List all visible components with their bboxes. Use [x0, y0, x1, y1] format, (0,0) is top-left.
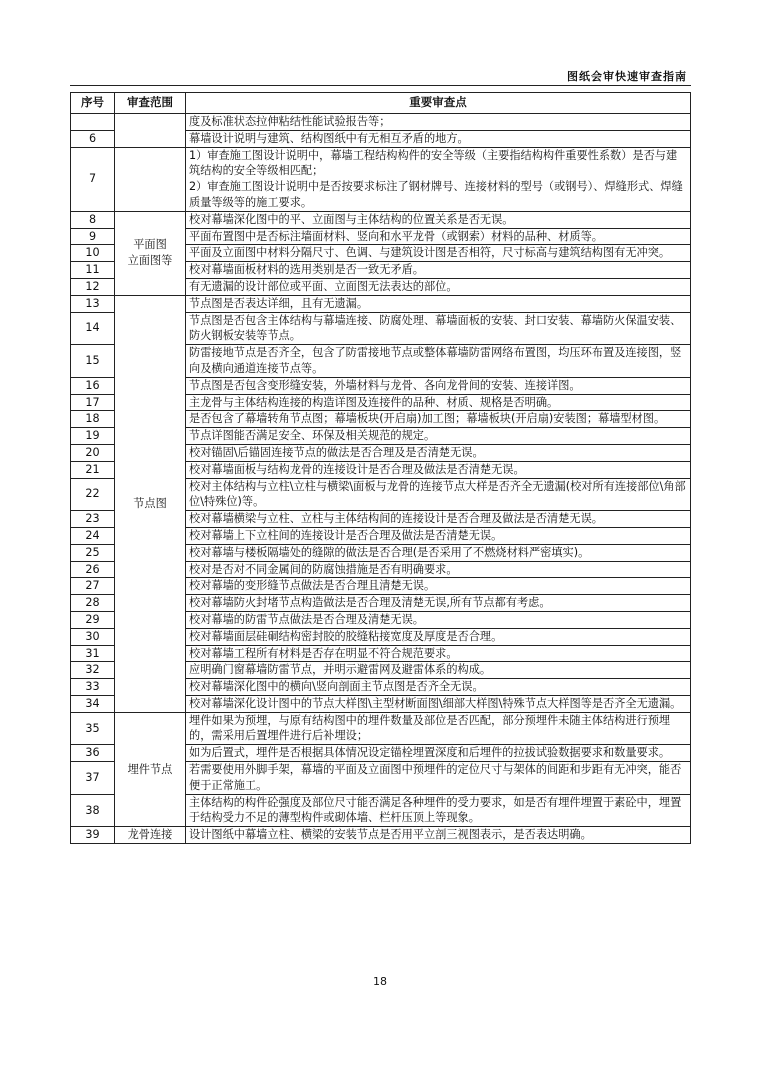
- row-number: 6: [71, 130, 115, 147]
- review-point: 校对锚固\后锚固连接节点的做法是否合理及是否清楚无误。: [186, 444, 691, 461]
- column-header-scope: 审查范围: [115, 93, 186, 114]
- row-number: 37: [71, 762, 115, 795]
- row-number: 27: [71, 578, 115, 595]
- scope-cell-plan-elevation: [115, 211, 186, 295]
- row-number: 17: [71, 394, 115, 411]
- row-number: 16: [71, 377, 115, 394]
- review-point: 校对幕墙防火封堵节点构造做法是否合理及清楚无误,所有节点都有考虑。: [186, 595, 691, 612]
- scope-cell-embedded-parts: [115, 712, 186, 827]
- table-row: [71, 114, 691, 131]
- review-point: 主龙骨与主体结构连接的构造详图及连接件的品种、材质、规格是否明确。: [186, 394, 691, 411]
- row-number: 24: [71, 527, 115, 544]
- row-number: 10: [71, 245, 115, 262]
- review-point: 校对幕墙面板与结构龙骨的连接设计是否合理及做法是否清楚无误。: [186, 461, 691, 478]
- review-point: 校对幕墙与楼板隔墙处的缝隙的做法是否合理(是否采用了不燃烧材料严密填实)。: [186, 544, 691, 561]
- review-point: 节点图是否包含变形缝安装，外墙材料与龙骨、各向龙骨间的安装、连接详图。: [186, 377, 691, 394]
- header-divider: [70, 85, 691, 86]
- page-number: 18: [373, 975, 387, 988]
- review-point: 幕墙设计说明与建筑、结构图纸中有无相互矛盾的地方。: [186, 130, 691, 147]
- row-number: 39: [71, 827, 115, 844]
- row-number: 30: [71, 628, 115, 645]
- review-point: 节点详图能否满足安全、环保及相关规范的规定。: [186, 428, 691, 445]
- row-number: 18: [71, 411, 115, 428]
- row-number: 20: [71, 444, 115, 461]
- review-point: 度及标准状态拉伸粘结性能试验报告等；: [186, 114, 691, 131]
- review-point: 校对幕墙工程所有材料是否存在明显不符合规范要求。: [186, 645, 691, 662]
- row-number: 13: [71, 295, 115, 312]
- row-number: 26: [71, 561, 115, 578]
- table-row: [71, 211, 691, 228]
- review-point: 防雷接地节点是否齐全，包含了防雷接地节点或整体幕墙防雷网络布置图，均压环布置及连接图，竖向及横向通道连接节点等。: [186, 345, 691, 378]
- review-points-table: [70, 92, 691, 844]
- row-number: [71, 114, 115, 131]
- row-number: 19: [71, 428, 115, 445]
- review-point: [186, 147, 691, 211]
- scope-label: 埋件节点: [127, 762, 173, 776]
- scope-cell-empty: [115, 114, 186, 148]
- row-number: 38: [71, 794, 115, 827]
- table-row: [71, 295, 691, 312]
- review-point: 应明确门窗幕墙防雷节点，并明示避雷网及避雷体系的构成。: [186, 662, 691, 679]
- review-point: 若需要使用外脚手架，幕墙的平面及立面图中预埋件的定位尺寸与架体的间距和步距有无冲突，能否便于正常施工。: [186, 762, 691, 795]
- review-point: 校对幕墙深化图中的平、立面图与主体结构的位置关系是否无误。: [186, 211, 691, 228]
- table-row: [71, 827, 691, 844]
- table-header-row: [71, 93, 691, 114]
- row-number: 36: [71, 745, 115, 762]
- review-point: 埋件如果为预埋，与原有结构图中的埋件数量及部位是否匹配，部分预埋件未随主体结构进行预埋的，需采用后置埋件进行后补埋设；: [186, 712, 691, 745]
- review-point: 校对幕墙面层硅硐结构密封胶的胶缝粘接宽度及厚度是否合理。: [186, 628, 691, 645]
- review-point: 如为后置式，埋件是否根据具体情况设定锚栓埋置深度和后埋件的拉拔试验数据要求和数量要求。: [186, 745, 691, 762]
- row-number: 31: [71, 645, 115, 662]
- row-number: 23: [71, 511, 115, 528]
- review-point: 校对幕墙深化设计图中的节点大样图\主型材断面图\细部大样图\特殊节点大样图等是否齐全无遗漏。: [186, 695, 691, 712]
- scope-label: 平面图 立面图等: [127, 238, 173, 268]
- document-header-title: 图纸会审快速审查指南: [567, 70, 687, 83]
- scope-label: 节点图: [133, 496, 167, 510]
- review-point: 校对幕墙的变形缝节点做法是否合理且清楚无误。: [186, 578, 691, 595]
- row-number: 21: [71, 461, 115, 478]
- row-number: 28: [71, 595, 115, 612]
- row-number: 14: [71, 312, 115, 345]
- row-number: 33: [71, 679, 115, 696]
- row-number: 9: [71, 228, 115, 245]
- review-point-part-1: 1）审查施工图设计说明中，幕墙工程结构构件的安全等级（主要指结构构件重要性系数）是否与建筑结构的安全等级相匹配；: [189, 148, 678, 178]
- review-point: 校对幕墙横梁与立柱、立柱与主体结构间的连接设计是否合理及做法是否清楚无误。: [186, 511, 691, 528]
- scope-cell-node-drawings: [115, 295, 186, 712]
- row-number: 34: [71, 695, 115, 712]
- row-number: 29: [71, 611, 115, 628]
- column-header-point: 重要审查点: [186, 93, 691, 114]
- scope-cell-empty: [115, 147, 186, 211]
- review-point: 校对是否对不同金属间的防腐蚀措施是否有明确要求。: [186, 561, 691, 578]
- review-point: 平面布置图中是否标注墙面材料、竖向和水平龙骨（或钢索）材料的品种、材质等。: [186, 228, 691, 245]
- row-number: 22: [71, 478, 115, 511]
- row-number: 25: [71, 544, 115, 561]
- row-number: 7: [71, 147, 115, 211]
- review-point: 是否包含了幕墙转角节点图；幕墙板块(开启扇)加工图；幕墙板块(开启扇)安装图；幕墙型材图。: [186, 411, 691, 428]
- scope-cell-keel-connection: [115, 827, 186, 844]
- review-point: 校对幕墙的防雷节点做法是否合理及清楚无误。: [186, 611, 691, 628]
- row-number: 11: [71, 262, 115, 279]
- table-row: [71, 712, 691, 745]
- review-point: 校对幕墙上下立柱间的连接设计是否合理及做法是否清楚无误。: [186, 527, 691, 544]
- scope-label: 龙骨连接: [127, 828, 173, 842]
- review-point: 节点图是否包含主体结构与幕墙连接、防腐处理、幕墙面板的安装、封口安装、幕墙防火保温安装、防火钢板安装等节点。: [186, 312, 691, 345]
- row-number: 35: [71, 712, 115, 745]
- review-point: 校对幕墙深化图中的横向\竖向剖面主节点图是否齐全无误。: [186, 679, 691, 696]
- row-number: 32: [71, 662, 115, 679]
- review-point: 校对主体结构与立柱\立柱与横梁\面板与龙骨的连接节点大样是否齐全无遗漏(校对所有连接部位\角部位\特殊位)等。: [186, 478, 691, 511]
- review-point: 设计图纸中幕墙立柱、横梁的安装节点是否用平立剖三视图表示，是否表达明确。: [186, 827, 691, 844]
- review-point: 主体结构的构件砼强度及部位尺寸能否满足各种埋件的受力要求，如是否有埋件埋置于素砼中，埋置于结构受力不足的薄型构件或砌体墙、栏杆压顶上等现象。: [186, 794, 691, 827]
- row-number: 15: [71, 345, 115, 378]
- row-number: 12: [71, 278, 115, 295]
- table-row: [71, 147, 691, 211]
- column-header-no: 序号: [71, 93, 115, 114]
- row-number: 8: [71, 211, 115, 228]
- review-point: 有无遗漏的设计部位或平面、立面图无法表达的部位。: [186, 278, 691, 295]
- review-point: 节点图是否表达详细，且有无遗漏。: [186, 295, 691, 312]
- review-point-part-2: 2）审查施工图设计说明中是否按要求标注了钢材牌号、连接材料的型号（或钢号）、焊缝形式、焊缝质量等级等的施工要求。: [189, 180, 683, 209]
- review-point: 平面及立面图中材料分隔尺寸、色调、与建筑设计图是否相符，尺寸标高与建筑结构图有无冲突。: [186, 245, 691, 262]
- review-point: 校对幕墙面板材料的选用类别是否一致无矛盾。: [186, 262, 691, 279]
